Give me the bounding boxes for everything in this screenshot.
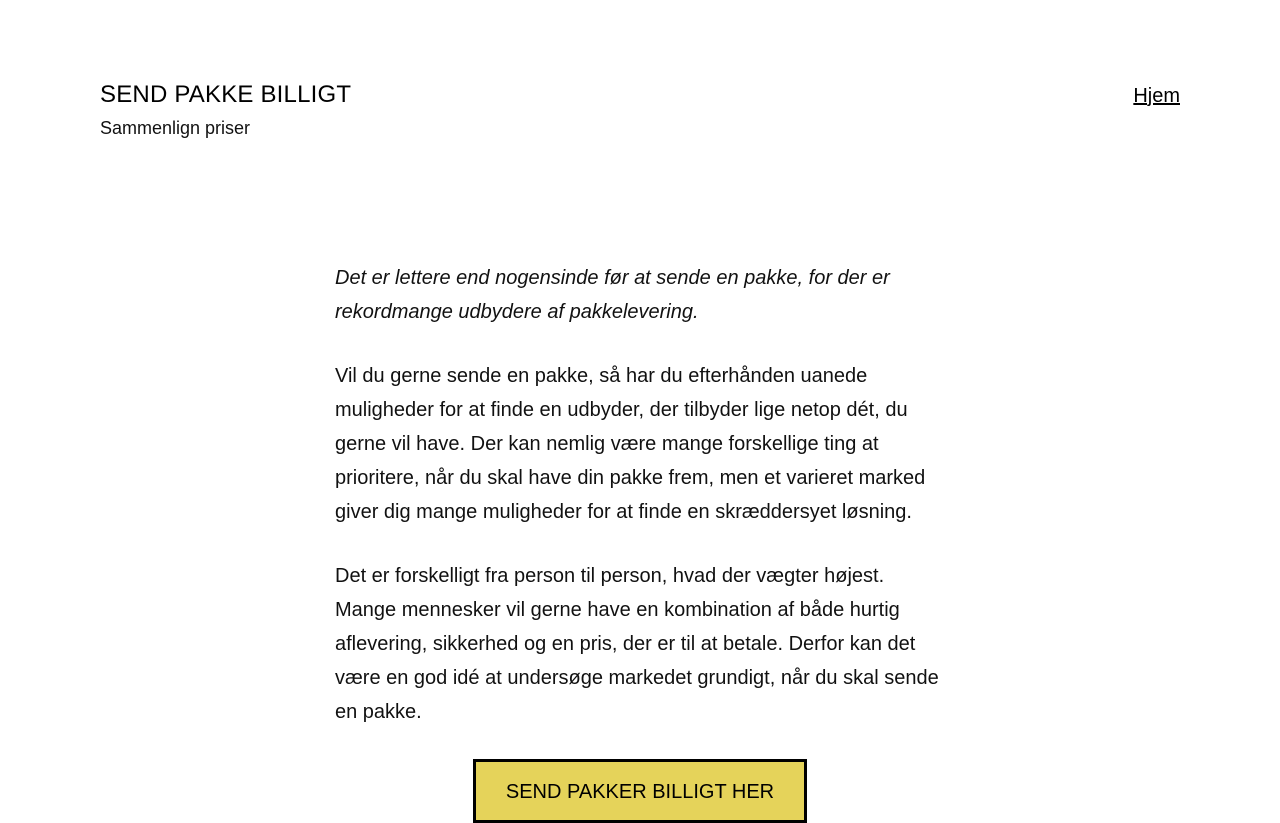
cta-container [0,759,1280,823]
main-content [335,261,947,759]
body-paragraph-2: Det er forskelligt fra person til person, hvad der vægter højest. Mange mennesker vil gerne have en kombination af både hurtig aflevering, sikkerhed og en pris, der er til at betale. Derfor kan det være en god idé at undersøge markedet grundigt, når du skal sende en pakke. [335,565,939,723]
site-tagline: Sammenlign priser [100,118,251,138]
send-packages-cta-button[interactable]: SEND PAKKER BILLIGT HER [473,759,807,823]
site-title-link[interactable]: SEND PAKKE BILLIGT [100,81,352,108]
nav-home-link[interactable]: Hjem [1133,85,1180,107]
body-paragraph-1: Vil du gerne sende en pakke, så har du efterhånden uanede muligheder for at finde en udbyder, der tilbyder lige netop dét, du gerne vil have. Der kan nemlig være mange forskellige ting at prioritere, når du skal have din pakke frem, men et varieret marked giver dig mange muligheder for at finde en skræddersyet løsning. [335,365,926,523]
lead-paragraph: Det er lettere end nogensinde før at sende en pakke, for der er rekordmange udbydere af pakkelevering. [335,267,890,323]
site-header [100,80,1180,150]
